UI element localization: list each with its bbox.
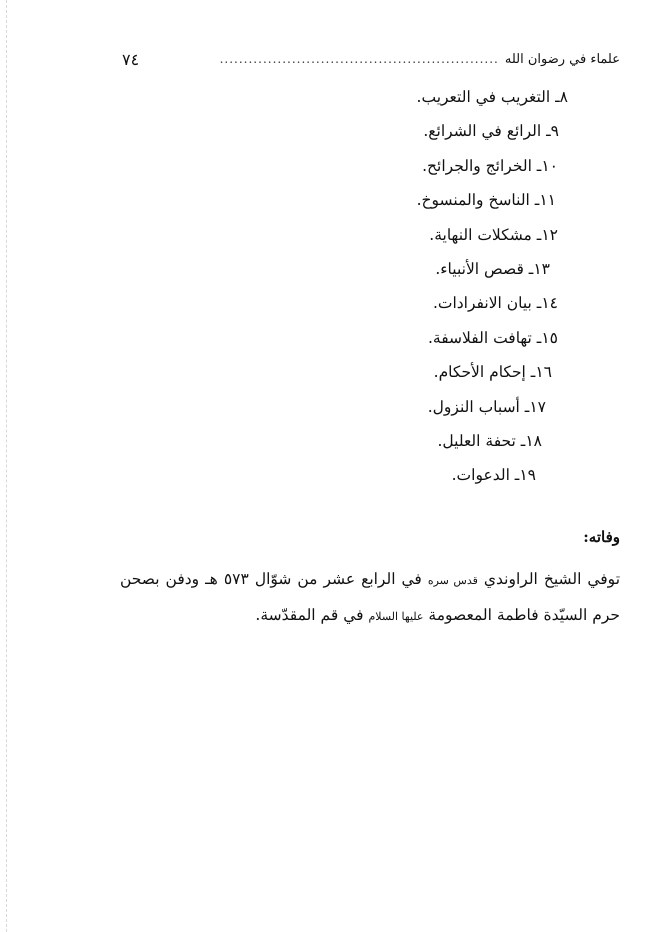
running-header [122,44,620,74]
header-leader-dots: .......................................................... [219,52,499,66]
list-item: ١٦ـ إحكام الأحكام. [433,363,552,382]
list-item: ١٩ـ الدعوات. [451,466,536,485]
death-text-part3: في قم المقدّسة. [255,606,369,624]
list-item: ١٠ـ الخرائج والجرائح. [422,156,558,175]
death-text-part1: توفي الشيخ الراوندي [477,570,621,588]
page-gutter-line [6,0,7,932]
list-item: ١٧ـ أسباب النزول. [427,397,546,416]
list-item: ١١ـ الناسخ والمنسوخ. [416,191,556,210]
death-text-part2: في الرابع عشر من شوّال ٥٧٣ هـ ودفن بصحن حرم السيّدة فاطمة المعصومة [120,570,620,624]
list-item: ١٢ـ مشكلات النهاية. [429,225,558,244]
honorific-glyph: قدس سره [427,574,478,587]
honorific-glyph: عليها السلام [368,610,424,623]
section-heading-death: وفاته: [583,528,620,546]
header-title: علماء في رضوان الله [504,51,620,67]
page-number: ٧٤ [122,49,140,69]
list-item: ٨ـ التغريب في التعريب. [416,88,568,106]
list-item: ١٥ـ تهافت الفلاسفة. [427,328,558,347]
list-item: ١٨ـ تحفة العليل. [437,431,542,450]
death-paragraph [120,562,620,634]
book-list [300,80,570,493]
list-item: ٩ـ الرائع في الشرائع. [423,122,559,141]
list-item: ١٣ـ قصص الأنبياء. [435,259,550,278]
list-item: ١٤ـ بيان الانفرادات. [432,294,558,313]
